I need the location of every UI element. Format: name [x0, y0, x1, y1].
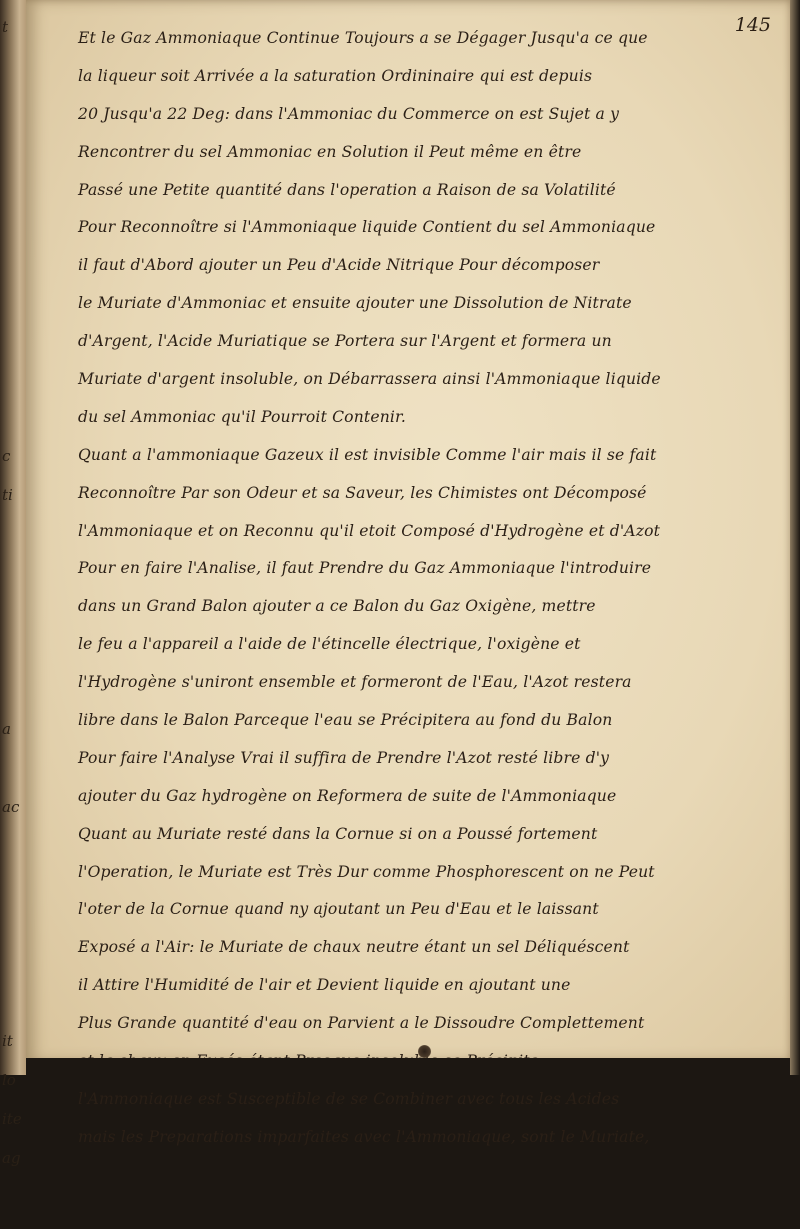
manuscript-line: dans un Grand Balon ajouter a ce Balon du Gaz Oxigène, mettre	[78, 597, 596, 616]
manuscript-line: Plus Grande quantité d'eau on Parvient a le Dissoudre Complettement	[78, 1014, 645, 1033]
previous-page-fragments	[2, 20, 22, 1229]
binding-fragment	[2, 995, 22, 1034]
binding-fragment: it	[2, 1032, 13, 1050]
binding-fragment	[2, 98, 22, 137]
binding-fragment	[2, 917, 22, 956]
manuscript-line: le feu a l'appareil a l'aide de l'étincelle électrique, l'oxigène et	[78, 635, 581, 654]
binding-fragment	[2, 878, 22, 917]
manuscript-line: libre dans le Balon Parceque l'eau se Précipitera au fond du Balon	[78, 711, 613, 730]
binding-fragment	[2, 59, 22, 98]
binding-fragment	[2, 761, 22, 800]
manuscript-line: il faut d'Abord ajouter un Peu d'Acide Nitrique Pour décomposer	[78, 256, 600, 275]
manuscript-line: d'Argent, l'Acide Muriatique se Portera sur l'Argent et formera un	[78, 332, 612, 351]
manuscript-line: Quant au Muriate resté dans la Cornue si on a Poussé fortement	[78, 824, 598, 843]
manuscript-page	[26, 0, 791, 1146]
manuscript-line: Pour en faire l'Analise, il faut Prendre du Gaz Ammoniaque l'introduire	[78, 559, 652, 578]
binding-fragment	[2, 527, 22, 566]
binding-fragment	[2, 293, 22, 332]
binding-fragment: ac	[2, 798, 20, 816]
binding-fragment: ti	[2, 486, 13, 504]
page-right-edge	[790, 0, 800, 1075]
manuscript-line: Pour Reconnoître si l'Ammoniaque liquide Contient du sel Ammoniaque	[78, 218, 656, 237]
manuscript-line: 20 Jusqu'a 22 Deg: dans l'Ammoniac du Commerce on est Sujet a y	[78, 104, 620, 123]
binding-fragment: ag	[2, 1149, 21, 1167]
manuscript-line: l'oter de la Cornue quand ny ajoutant un Peu d'Eau et le laissant	[78, 900, 599, 919]
binding-fragment	[2, 683, 22, 722]
manuscript-line: Pour faire l'Analyse Vrai il suffira de Prendre l'Azot resté libre d'y	[78, 748, 610, 767]
page-number: 145	[734, 14, 771, 36]
manuscript-line: l'Ammoniaque et on Reconnu qu'il etoit Composé d'Hydrogène et d'Azot	[78, 521, 661, 540]
manuscript-line: l'Operation, le Muriate est Très Dur comme Phosphorescent on ne Peut	[78, 862, 655, 881]
manuscript-line: Muriate d'argent insoluble, on Débarrassera ainsi l'Ammoniaque liquide	[78, 370, 661, 389]
binding-fragment: lo	[2, 1071, 16, 1089]
binding-fragment: c	[2, 447, 11, 465]
binding-fragment	[2, 254, 22, 293]
binding-fragment	[2, 1190, 22, 1229]
binding-fragment	[2, 332, 22, 371]
binding-fragment: ite	[2, 1110, 22, 1128]
manuscript-line: Et le Gaz Ammoniaque Continue Toujours a se Dégager Jusqu'a ce que	[78, 29, 648, 47]
book-binding-edge	[0, 0, 26, 1167]
manuscript-line: Rencontrer du sel Ammoniac en Solution il Peut même en être	[78, 142, 582, 161]
manuscript-line: mais les Preparations imparfaites avec l'Ammoniaque, sont le Muriate,	[78, 1127, 650, 1146]
manuscript-line: l'Hydrogène s'uniront ensemble et formeront de l'Eau, l'Azot restera	[78, 673, 632, 692]
binding-fragment	[2, 956, 22, 995]
manuscript-line: la liqueur soit Arrivée a la saturation Ordininaire qui est depuis	[78, 66, 593, 85]
manuscript-line: le Muriate d'Ammoniac et ensuite ajouter une Dissolution de Nitrate	[78, 294, 632, 313]
binding-fragment	[2, 839, 22, 878]
binding-fragment	[2, 410, 22, 449]
binding-fragment: t	[2, 18, 9, 36]
binding-fragment	[2, 605, 22, 644]
handwritten-text	[78, 20, 783, 1157]
manuscript-line: l'Ammoniaque est Susceptible de se Combiner avec tous les Acides	[78, 1089, 620, 1108]
binding-fragment	[2, 644, 22, 683]
binding-fragment	[2, 215, 22, 254]
binding-fragment	[2, 176, 22, 215]
binding-fragment: a	[2, 720, 11, 738]
manuscript-line: il Attire l'Humidité de l'air et Devient liquide en ajoutant une	[78, 976, 571, 995]
binding-fragment	[2, 371, 22, 410]
manuscript-line: Reconnoître Par son Odeur et sa Saveur, les Chimistes ont Décomposé	[78, 483, 647, 502]
binding-fragment	[2, 566, 22, 605]
page-bottom-shadow	[26, 1058, 800, 1075]
manuscript-line: Exposé a l'Air: le Muriate de chaux neutre étant un sel Déliquéscent	[78, 938, 630, 957]
manuscript-line: Passé une Petite quantité dans l'operation a Raison de sa Volatilité	[78, 180, 616, 199]
manuscript-line: du sel Ammoniac qu'il Pourroit Contenir.	[78, 407, 407, 426]
manuscript-line: Quant a l'ammoniaque Gazeux il est invisible Comme l'air mais il se fait	[78, 445, 657, 464]
binding-fragment	[2, 137, 22, 176]
ink-blot	[418, 1045, 431, 1058]
manuscript-line: ajouter du Gaz hydrogène on Reformera de suite de l'Ammoniaque	[78, 786, 617, 805]
